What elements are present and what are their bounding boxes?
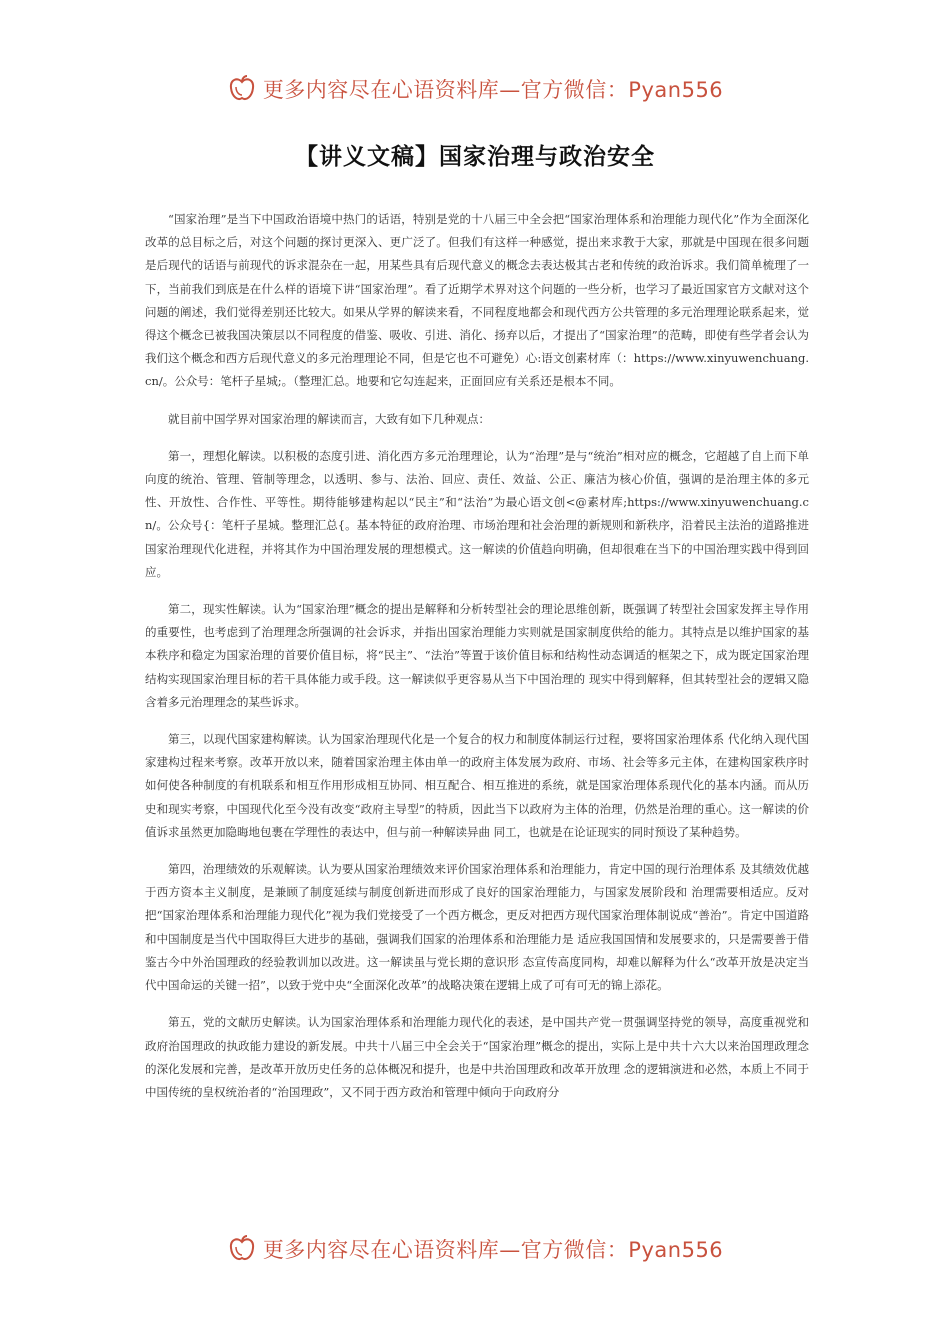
- document-body: [145, 208, 809, 1118]
- apple-logo-icon: [227, 74, 257, 104]
- paragraph-view-2: 第二，现实性解读。认为“国家治理”概念的提出是解释和分析转型社会的理论思维创新，既强调了转型社会国家发挥主导作用的重要性，也考虑到了治理理念所强调的社会诉求，并指出国家治理能力实则就是国家制度供给的能力。其特点是以维护国家的基本秩序和稳定为国家治理的首要价值目标，将“民主”、“法治”等置于该价值目标和结构性动态调适的框架之下，成为既定国家治理结构实现国家治理目标的若干具体能力或手段。这一解读似乎更容易从当下中国治理的 现实中得到解释，但其转型社会的逻辑又隐含着多元治理理念的某些诉求。: [145, 602, 809, 709]
- paragraph-intro: “国家治理”是当下中国政治语境中热门的话语，特别是党的十八届三中全会把“国家治理体系和治理能力现代化”作为全面深化改革的总目标之后，对这个问题的探讨更深入、更广泛了。但我们有这样一种感觉，提出来求教于大家，那就是中国现在很多问题是后现代的话语与前现代的诉求混杂在一起，用某些具有后现代意义的概念去表达极其古老和传统的政治诉求。我们简单梳理了一下，当前我们到底是在什么样的语境下讲“国家治理”。看了近期学术界对这个问题的一些分析，也学习了最近国家官方文献对这个问题的阐述，我们觉得差别还比较大。如果从学界的解读来看，不同程度地都会和现代西方公共管理的多元治理理论联系起来，觉得这个概念已被我国决策层以不同程度的借鉴、吸收、引进、消化、扬弃以后，才提出了“国家治理”的范畴，即使有些学者会认为我们这个概念和西方后现代意义的多元治理理论不同，但是它也不可避免）心:语文创素材库（：https://www.xinyuwenchuang.cn/。公众号：笔杆子星城;。（整理汇总。地要和它勾连起来，正面回应有关系还是根本不同。: [145, 212, 809, 389]
- watermark-banner-top: [0, 74, 950, 104]
- watermark-banner-text: 更多内容尽在心语资料库—官方微信：Pyan556: [262, 1238, 724, 1262]
- paragraph-view-3: 第三，以现代国家建构解读。认为国家治理现代化是一个复合的权力和制度体制运行过程，要将国家治理体系 代化纳入现代国家建构过程来考察。改革开放以来，随着国家治理主体由单一的政府主体发展为政府、市场、社会等多元主体，在建构国家秩序时如何使各种制度的有机联系和相互作用形成相互协同、相互配合、相互推进的系统，就是国家治理体系现代化的基本内涵。而从历史和现实考察，中国现代化至今没有改变“政府主导型”的特质，因此当下以政府为主体的治理，仍然是治理的重心。这一解读的价值诉求虽然更加隐晦地包裹在学理性的表达中，但与前一种解读异曲 同工，也就是在论证现实的同时预设了某种趋势。: [145, 732, 809, 839]
- paragraph-view-1: 第一，理想化解读。以积极的态度引进、消化西方多元治理理论，认为“治理”是与“统治”相对应的概念，它超越了自上而下单向度的统治、管理、管制等理念，以透明、参与、法治、回应、责任、效益、公正、廉洁为核心价值，强调的是治理主体的多元性、开放性、合作性、平等性。期待能够建构起以“民主”和“法治”为最心语文创<@素材库;https://www.xinyuwenchuang.cn/。公众号{：笔杆子星城。整理汇总{。基本特征的政府治理、市场治理和社会治理的新规则和新秩序，沿着民主法治的道路推进国家治理现代化进程，并将其作为中国治理发展的理想模式。这一解读的价值趋向明确，但却很难在当下的中国治理实践中得到回应。: [145, 448, 809, 579]
- watermark-banner-bottom: [0, 1234, 950, 1264]
- paragraph-view-4: 第四，治理绩效的乐观解读。认为要从国家治理绩效来评价国家治理体系和治理能力，肯定中国的现行治理体系 及其绩效优越于西方资本主义制度，是兼顾了制度延续与制度创新进而形成了良好的国家治理能力，与国家发展阶段和 治理需要相适应。反对把“国家治理体系和治理能力现代化”视为我们党接受了一个西方概念，更反对把西方现代国家治理体制说成“善治”。肯定中国道路和中国制度是当代中国取得巨大进步的基础，强调我们国家的治理体系和治理能力是 适应我国国情和发展要求的，只是需要善于借鉴古今中外治国理政的经验教训加以改进。这一解读虽与党长期的意识形 态宣传高度同构，却难以解释为什么“改革开放是决定当代中国命运的关键一招”，以致于党中央“全面深化改革”的战略决策在逻辑上成了可有可无的锦上添花。: [145, 862, 809, 993]
- paragraph-overview: 就目前中国学界对国家治理的解读而言，大致有如下几种观点：: [168, 411, 490, 426]
- document-title: 【讲义文稿】国家治理与政治安全: [295, 144, 655, 170]
- watermark-banner-text: 更多内容尽在心语资料库—官方微信：Pyan556: [262, 78, 724, 102]
- paragraph-view-5: 第五，党的文献历史解读。认为国家治理体系和治理能力现代化的表述，是中国共产党一贯强调坚持党的领导，高度重视党和政府治国理政的执政能力建设的新发展。中共十八届三中全会关于“国家治理”概念的提出，实际上是中共十六大以来治国理政理念的深化发展和完善，是改革开放历史任务的总体概况和提升，也是中共治国理政和改革开放理 念的逻辑演进和必然，本质上不同于中国传统的皇权统治者的“治国理政”，又不同于西方政治和管理中倾向于向政府分: [145, 1015, 809, 1099]
- apple-logo-icon: [227, 1234, 257, 1264]
